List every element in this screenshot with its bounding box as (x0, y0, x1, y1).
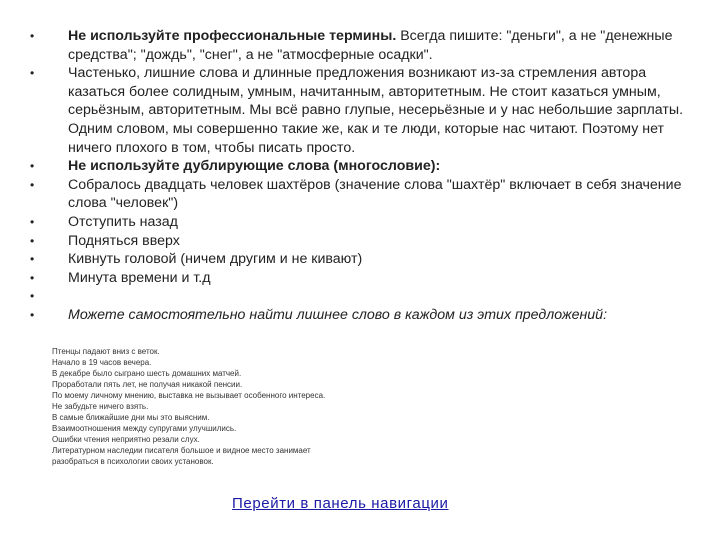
example-line: Не забудьте ничего взять. (52, 402, 149, 411)
bullet-item: • Подняться вверх (30, 232, 690, 251)
example-line: Взаимоотношения между супругами улучшились. (52, 424, 237, 433)
bullet-item: • Частенько, лишние слова и длинные предложения возникают из-за стремления автора казаться более солидным, умным, начитанным, авторитетным. Не стоит казаться умным, серьёзным, авторитетным. Мы всё равно глупые, несерьёзные и у нас небольшие зарплаты. Одним словом, мы совершенно такие же, как и те люди, которые нас читают. Поэтому нет ничего плохого в том, чтобы писать просто. (30, 64, 690, 157)
bullet-item: • Отступить назад (30, 213, 690, 232)
navigation-panel-link[interactable]: Перейти в панель навигации (232, 495, 449, 512)
example-line: По моему личному мнению, выставка не вызывает особенного интереса. (52, 391, 326, 400)
bullet-item: • Минута времени и т.д (30, 269, 690, 288)
example-line: Ошибки чтения неприятно резали слух. (52, 435, 200, 444)
bullet-item: • Собралось двадцать человек шахтёров (значение слова "шахтёр" включает в себя значение слова "человек") (30, 176, 690, 213)
example-line: Проработали пять лет, не получая никакой пенсии. (52, 380, 243, 389)
bullet-item: • Кивнуть головой (ничем другим и не кивают) (30, 250, 690, 269)
bullet-item: • Можете самостоятельно найти лишнее слово в каждом из этих предложений: (30, 306, 690, 325)
example-line: В самые ближайшие дни мы это выясним. (52, 413, 210, 422)
example-sentences (52, 346, 472, 467)
bullet-item: • Не используйте дублирующие слова (многословие): (30, 157, 690, 176)
bullet-list (30, 27, 690, 325)
example-line: В декабре было сыграно шесть домашних матчей. (52, 369, 242, 378)
bullet-item: • Не используйте профессиональные термины. Всегда пишите: "деньги", а не "денежные средства"; "дождь", "снег", а не "атмосферные осадки". (30, 27, 690, 64)
example-line: Начало в 19 часов вечера. (52, 358, 152, 367)
example-line: Птенцы падают вниз с веток. (52, 347, 160, 356)
example-line: Литературном наследии писателя большое и видное место занимает (52, 446, 311, 455)
example-line: разобраться в психологии своих установок. (52, 457, 214, 466)
bullet-item-empty (30, 287, 690, 306)
